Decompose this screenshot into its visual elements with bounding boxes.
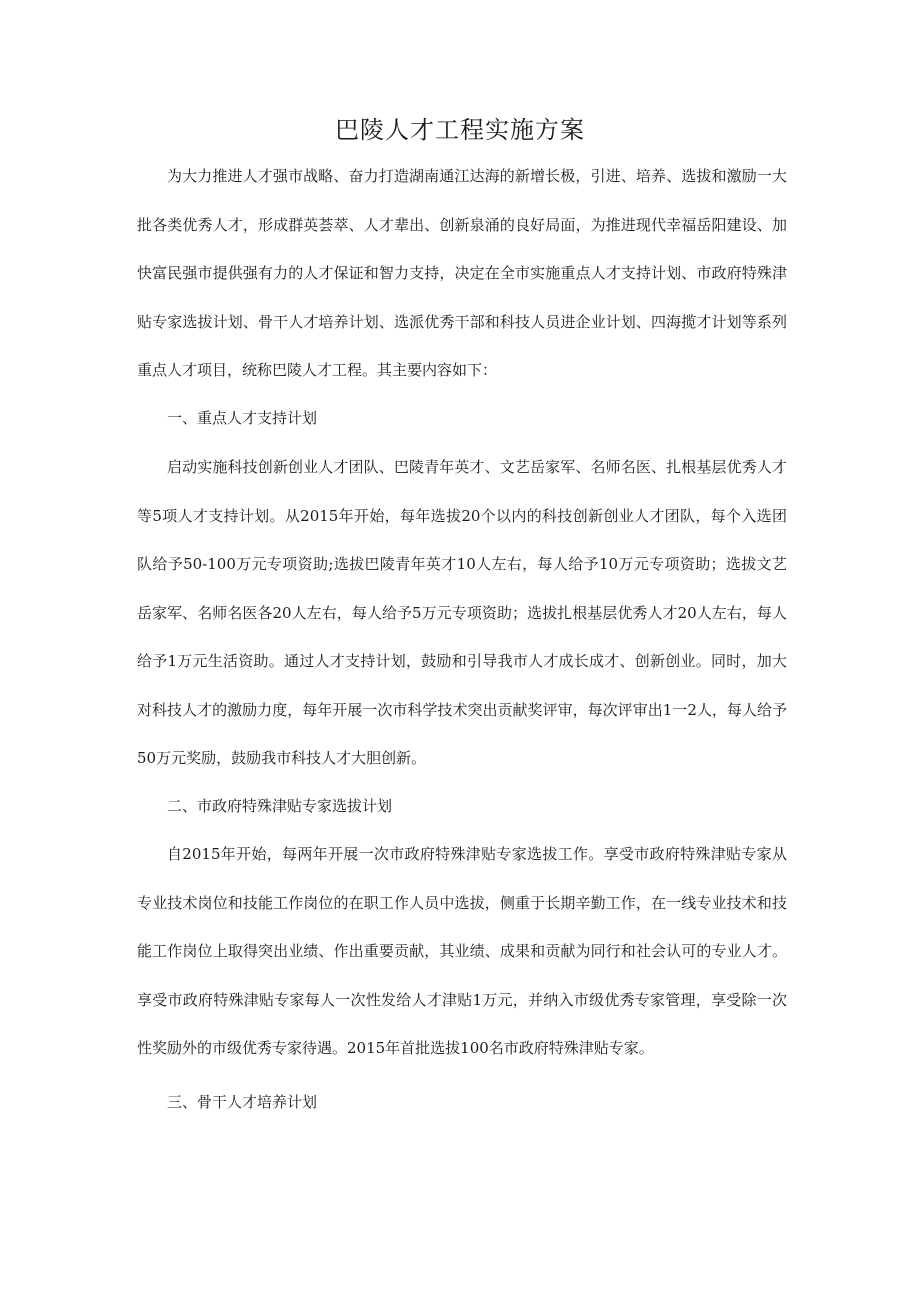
intro-paragraph: 为大力推进人才强市战略、奋力打造湖南通江达海的新增长极，引进、培养、选拔和激励一大批各类优秀人才，形成群英荟萃、人才辈出、创新泉涌的良好局面，为推进现代幸福岳阳建设、加快富民强市提供强有力的人才保证和智力支持，决定在全市实施重点人才支持计划、市政府特殊津贴专家选拔计划、骨干人才培养计划、选派优秀干部和科技人员进企业计划、四海揽才计划等系列重点人才项目，统称巴陵人才工程。其主要内容如下：	[137, 167, 787, 379]
section-heading-3: 三、骨干人才培养计划	[167, 1093, 318, 1111]
section-body-2: 自2015年开始，每两年开展一次市政府特殊津贴专家选拔工作。享受市政府特殊津贴专家从专业技术岗位和技能工作岗位的在职工作人员中选拔，侧重于长期辛勤工作，在一线专业技术和技能工作岗位上取得突出业绩、作出重要贡献，其业绩、成果和贡献为同行和社会认可的专业人才。享受市政府特殊津贴专家每人一次性发给人才津贴1万元，并纳入市级优秀专家管理，享受除一次性奖励外的市级优秀专家待遇。2015年首批选拔100名市政府特殊津贴专家。	[137, 845, 787, 1057]
section-heading-2: 二、市政府特殊津贴专家选拔计划	[167, 797, 393, 815]
document-title: 巴陵人才工程实施方案	[335, 116, 585, 144]
section-body-1: 启动实施科技创新创业人才团队、巴陵青年英才、文艺岳家军、名师名医、扎根基层优秀人才等5项人才支持计划。从2015年开始，每年选拔20个以内的科技创新创业人才团队，每个入选团队给予50-100万元专项资助;选拔巴陵青年英才10人左右，每人给予10万元专项资助；选拔文艺岳家军、名师名医各20人左右，每人给予5万元专项资助；选拔扎根基层优秀人才20人左右，每人给予1万元生活资助。通过人才支持计划，鼓励和引导我市人才成长成才、创新创业。同时，加大对科技人才的激励力度，每年开展一次市科学技术突出贡献奖评审，每次评审出1一2人，每人给予50万元奖励，鼓励我市科技人才大胆创新。	[137, 458, 787, 767]
section-heading-1: 一、重点人才支持计划	[167, 409, 318, 427]
